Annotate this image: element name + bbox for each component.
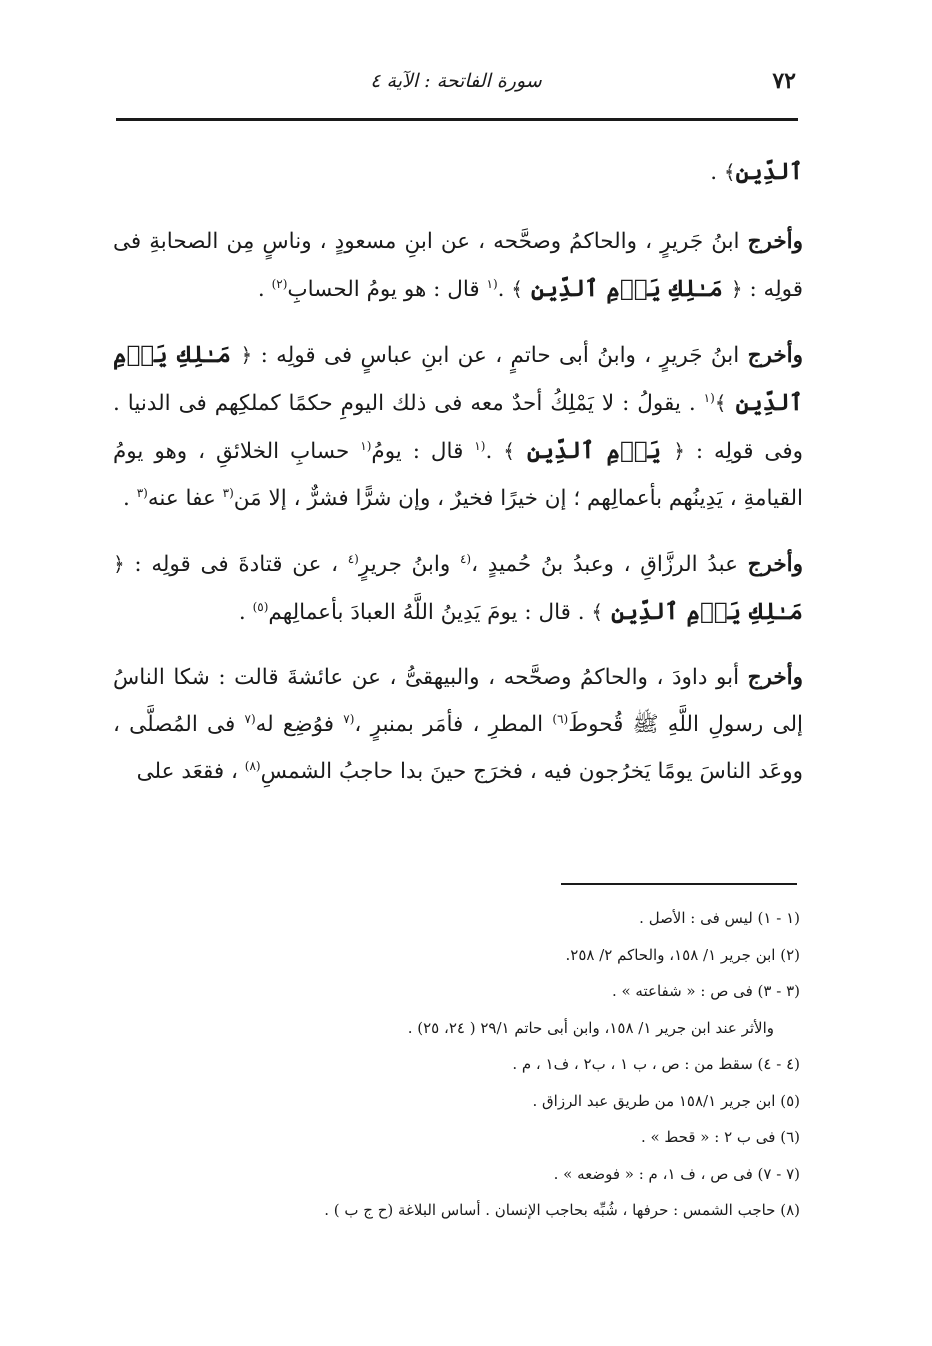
- paragraph-1: [113, 218, 803, 313]
- text-span: .: [497, 277, 512, 302]
- text-span: عفا عنه: [147, 486, 223, 511]
- text-span: .: [257, 277, 272, 302]
- footnote-marker: (٨): [244, 758, 261, 773]
- text-span: وابنُ جريرٍ: [358, 552, 460, 577]
- text-span: عبدُ الرزَّاقِ ، وعبدُ بنُ حُميدٍ ،: [471, 552, 748, 577]
- header-rule: [116, 118, 798, 121]
- text-span: حسابِ الخلائقِ ، وهو يومُ القيامةِ ، يَدِينُهم بأعمالِهم ؛ إن خيرًا فخيرٌ ، وإن شرًّا فشرٌّ ، إلا مَن: [113, 439, 803, 511]
- footnote-marker: (٢): [271, 276, 288, 291]
- ornate-bracket-close: ﴾: [591, 600, 604, 624]
- text-span: ابنُ جَريرٍ ، والحاكمُ وصحَّحه ، عن ابنِ مسعودٍ ، وناسٍ مِن الصحابةِ فى قولِه :: [113, 229, 803, 302]
- quran-verse: مَـٰلِكِ يَوۡمِ ٱلدِّينِ: [523, 275, 731, 302]
- footnote-marker: (١: [474, 438, 486, 453]
- page-header: [116, 62, 796, 112]
- footnote: والأثر عند ابن جرير ١/ ١٥٨، وابن أبى حاتم ٢٩/١ ( ٢٤، ٢٥) .: [407, 1018, 774, 1037]
- text-span: قال : يومُ: [371, 439, 475, 464]
- ornate-bracket-close: ﴾: [511, 277, 524, 301]
- footnote-marker: (٤: [347, 551, 359, 566]
- quran-verse: مَـٰلِكِ يَوۡمِ ٱلدِّينِ: [113, 341, 803, 416]
- ornate-bracket-open: ﴿: [730, 277, 743, 301]
- footnote-rule: [561, 883, 797, 885]
- text-span: .: [710, 160, 724, 185]
- text-span: فى المُصلَّى ، ووعَد الناسَ يومًا يَخرُجون فيه ، فخرَج حينَ بدا حاجبُ الشمسِ: [113, 712, 803, 784]
- paragraph-4: [113, 654, 803, 795]
- quran-verse: يَوۡمِ ٱلدِّينِ: [514, 437, 674, 464]
- ornate-bracket-close: ﴾: [723, 160, 736, 184]
- paragraph-2: [113, 331, 803, 522]
- footnote-marker: (١: [486, 276, 498, 291]
- quran-verse: مَـٰلِكِ يَوۡمِ ٱلدِّينِ: [603, 598, 803, 625]
- text-span: ، عن قتادةَ فى قولِه :: [124, 552, 348, 577]
- lead-word: وأخرج: [747, 229, 803, 254]
- text-span: . يقولُ : لا يَمْلِكُ أحدٌ معه فى ذلك اليومِ حكمًا كملكِهم فى الدنيا . وفى قولِه :: [113, 391, 804, 464]
- footnote: (٤ - ٤) سقط من : ص ، ب ١ ، ب٢ ، ف١ ، م .: [512, 1055, 800, 1073]
- footnote-marker: (٤: [459, 551, 472, 566]
- page-number: ٧٢: [772, 68, 796, 94]
- footnote-marker: (٥): [252, 599, 269, 614]
- footnote: (١ - ١) ليس فى : الأصل .: [639, 909, 800, 927]
- text-span: .: [238, 600, 253, 625]
- footnotes: [200, 900, 800, 1229]
- text-span: .: [485, 439, 504, 464]
- footnote-marker: (٣: [222, 485, 234, 500]
- footnote-marker: (٦): [552, 711, 569, 726]
- ornate-bracket-open: ﴿: [113, 552, 125, 576]
- running-title: سورة الفاتحة : الآية ٤: [370, 70, 542, 92]
- ornate-bracket-close: ﴾: [714, 391, 727, 415]
- footnote: (٣ - ٣) فى ص : « شفاعته » .: [611, 982, 800, 1000]
- footnote-marker: (١: [703, 390, 715, 405]
- ornate-bracket-close: ﴾: [503, 439, 515, 463]
- footnote: (٢) ابن جرير ١/ ١٥٨، والحاكم ٢/ ٢٥٨.: [565, 945, 800, 964]
- quran-verse: ٱلدِّينِ: [735, 158, 803, 185]
- paragraph-0: [113, 148, 803, 196]
- footnote: (٦) فى ب ٢ : « قحط » .: [640, 1128, 800, 1146]
- text-span: فوُضِع له: [255, 712, 344, 737]
- ornate-bracket-open: ﴿: [240, 343, 253, 367]
- footnote: (٨) حاجب الشمس : حرفها ، شُبِّه بحاجب الإنسان . أساس البلاغة (ح ج ب ) .: [324, 1201, 800, 1219]
- lead-word: وأخرج: [747, 552, 803, 577]
- text-span: . قال : يومَ يَدِينُ اللَّهُ العبادَ بأعمالِهم: [268, 600, 592, 625]
- footnote: (٥) ابن جرير ١٥٨/١ من طريق عبد الرزاق .: [532, 1091, 800, 1110]
- lead-word: وأخرج: [747, 343, 803, 368]
- text-span: ابنُ جَريرٍ ، وابنُ أبى حاتمٍ ، عن ابنِ عباسٍ فى قولِه :: [252, 343, 748, 368]
- text-span: أبو داودَ ، والحاكمُ وصحَّحه ، والبيهقىُّ ، عن عائشةَ قالت : شكا الناسُ إلى رسولِ اللَّهِ ﷺ قُحوطَ: [113, 665, 803, 737]
- text-span: ، فقعَد على: [136, 759, 245, 784]
- footnote-marker: (٧: [244, 711, 256, 726]
- main-text: [113, 148, 803, 813]
- text-span: المطرِ ، فأمَر بمنبرٍ ،: [354, 712, 553, 737]
- footnote: (٧ - ٧) فى ص ، ف ١، م : « فوضعه » .: [553, 1164, 800, 1183]
- paragraph-3: [113, 540, 803, 636]
- ornate-bracket-open: ﴿: [673, 439, 685, 463]
- footnote-marker: (٧: [343, 711, 355, 726]
- text-span: قال : هو يومُ الحسابِ: [287, 277, 487, 302]
- text-span: .: [123, 486, 137, 511]
- footnote-marker: (٣: [136, 485, 148, 500]
- footnote-marker: (١: [360, 438, 372, 453]
- lead-word: وأخرج: [747, 665, 803, 690]
